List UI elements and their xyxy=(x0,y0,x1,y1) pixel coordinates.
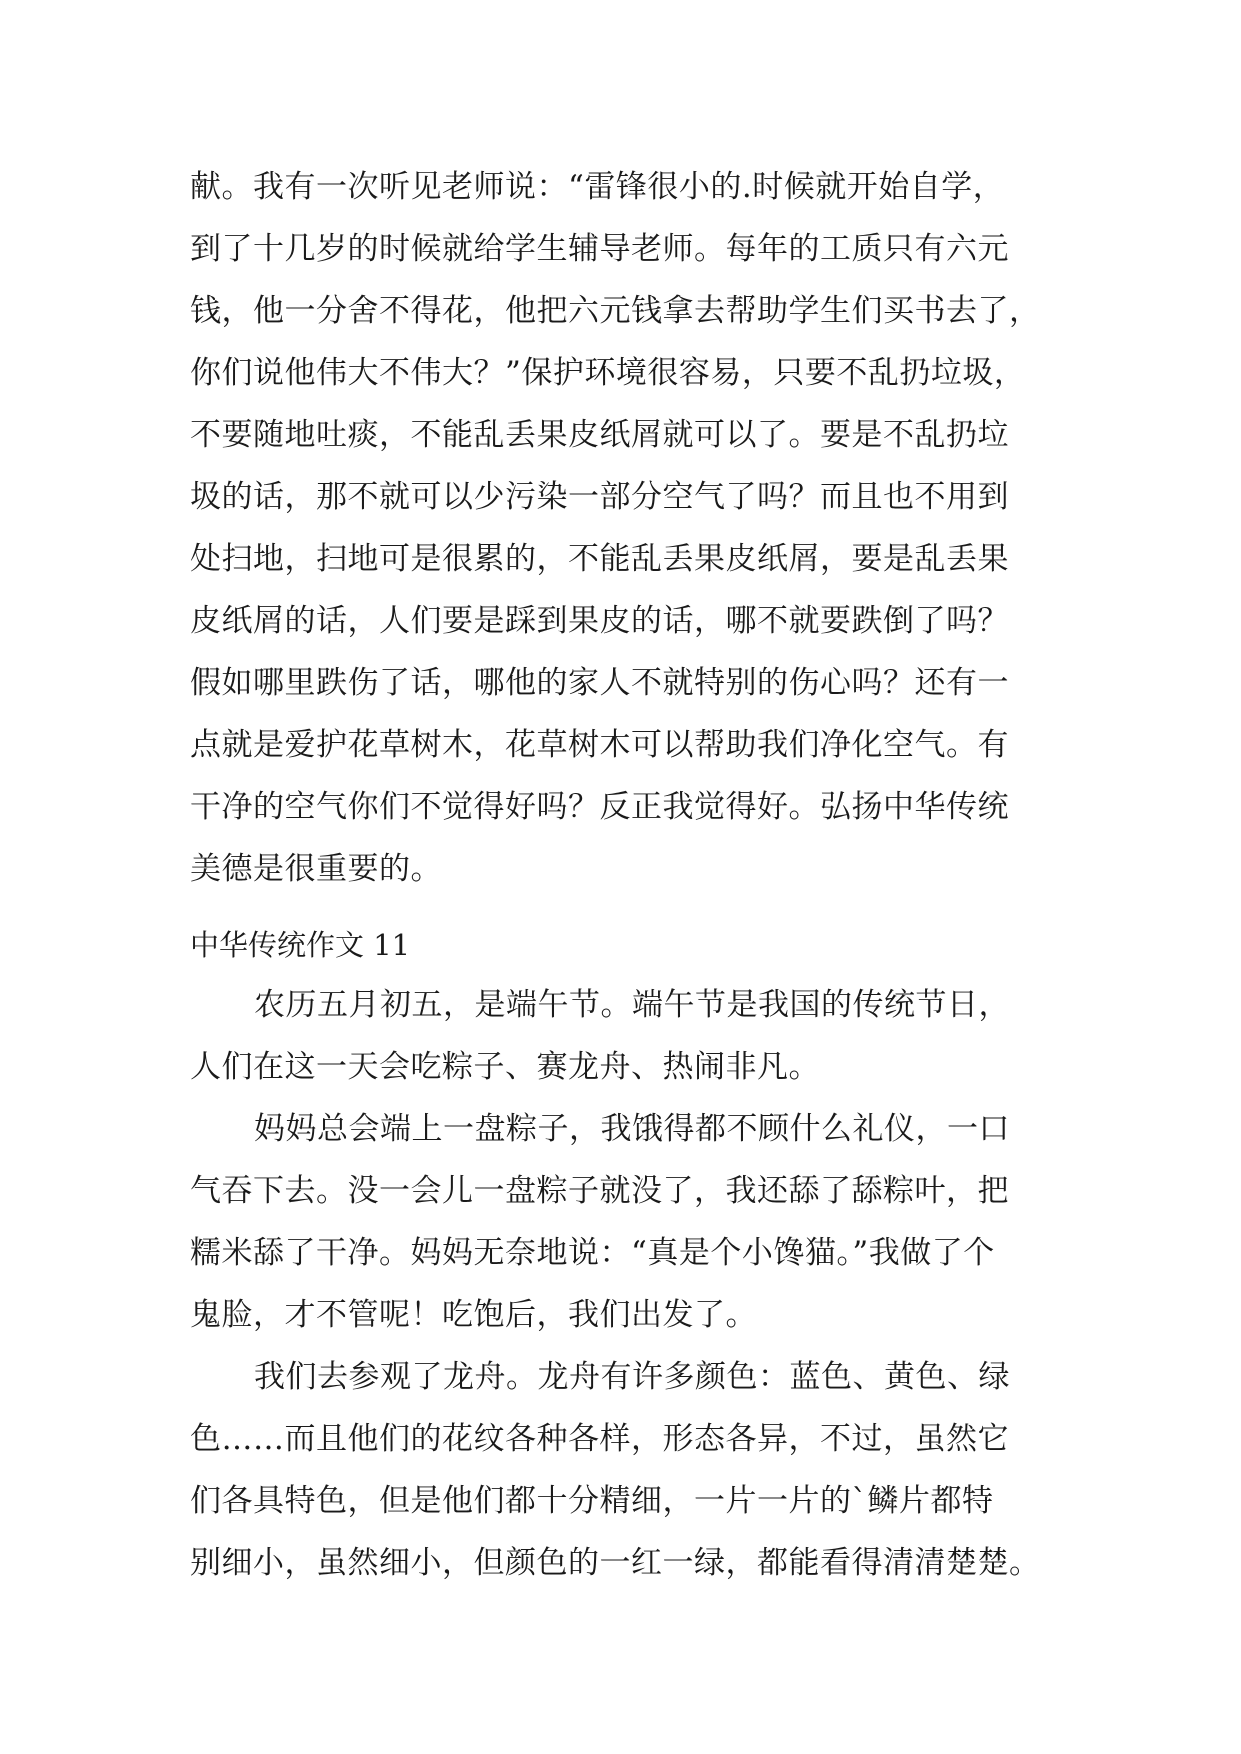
paragraph-line: 人们在这一天会吃粽子、赛龙舟、热闹非凡。 xyxy=(190,1049,820,1085)
paragraph-line: 不要随地吐痰，不能乱丢果皮纸屑就可以了。要是不乱扔垃 xyxy=(190,417,1009,453)
essay-body xyxy=(190,974,1070,1594)
paragraph-line: 点就是爱护花草树木，花草树木可以帮助我们净化空气。有 xyxy=(190,727,1009,763)
paragraph-line: 假如哪里跌伤了话，哪他的家人不就特别的伤心吗？还有一 xyxy=(190,665,1009,701)
paragraph-line: 糯米舔了干净。妈妈无奈地说：“真是个小馋猫。”我做了个 xyxy=(190,1235,995,1271)
paragraph-line: 献。我有一次听见老师说：“雷锋很小的.时候就开始自学， xyxy=(190,169,1005,205)
paragraph-line: 妈妈总会端上一盘粽子，我饿得都不顾什么礼仪，一口 xyxy=(254,1111,1010,1147)
paragraph-line: 皮纸屑的话，人们要是踩到果皮的话，哪不就要跌倒了吗？ xyxy=(190,603,1009,639)
paragraph-line: 们各具特色，但是他们都十分精细，一片一片的`鳞片都特 xyxy=(190,1483,994,1519)
paragraph-line: 气吞下去。没一会儿一盘粽子就没了，我还舔了舔粽叶，把 xyxy=(190,1173,1009,1209)
paragraph-line: 干净的空气你们不觉得好吗？反正我觉得好。弘扬中华传统 xyxy=(190,789,1009,825)
paragraph-line: 到了十几岁的时候就给学生辅导老师。每年的工质只有六元 xyxy=(190,231,1009,267)
essay-continuation xyxy=(190,156,1070,900)
paragraph-line: 别细小，虽然细小，但颜色的一红一绿，都能看得清清楚楚。 xyxy=(190,1545,1041,1581)
paragraph-line: 钱，他一分舍不得花，他把六元钱拿去帮助学生们买书去了， xyxy=(190,293,1041,329)
paragraph-line: 色……而且他们的花纹各种各样，形态各异，不过，虽然它 xyxy=(190,1421,1009,1457)
paragraph-line: 圾的话，那不就可以少污染一部分空气了吗？而且也不用到 xyxy=(190,479,1009,515)
paragraph-line: 美德是很重要的。 xyxy=(190,851,442,887)
paragraph-line: 农历五月初五，是端午节。端午节是我国的传统节日， xyxy=(254,987,1010,1023)
paragraph-line: 鬼脸，才不管呢！吃饱后，我们出发了。 xyxy=(190,1297,757,1333)
essay-title: 中华传统作文 11 xyxy=(190,928,411,962)
paragraph-line: 处扫地，扫地可是很累的，不能乱丢果皮纸屑，要是乱丢果 xyxy=(190,541,1009,577)
paragraph-line: 你们说他伟大不伟大？”保护环境很容易，只要不乱扔垃圾， xyxy=(190,355,1026,391)
paragraph-line: 我们去参观了龙舟。龙舟有许多颜色：蓝色、黄色、绿 xyxy=(254,1359,1010,1395)
